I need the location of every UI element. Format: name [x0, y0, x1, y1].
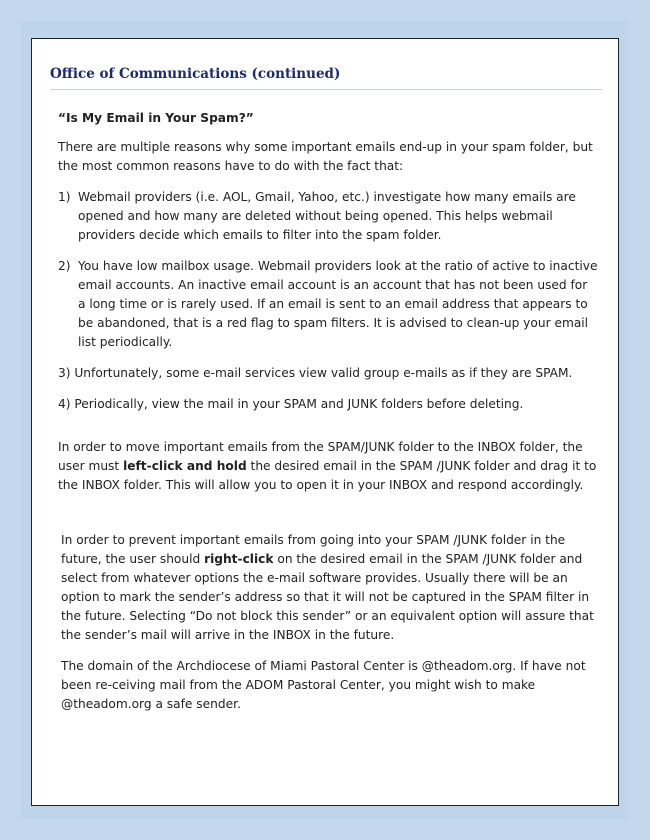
domain-paragraph: The domain of the Archdiocese of Miami Pastoral Center is @theadom.org. If have not been re-ceiving mail from the ADOM Pastoral Center, you might wish to make @theadom.org a safe sender. — [61, 659, 586, 711]
item-text: You have low mailbox usage. Webmail providers look at the ratio of active to inactive email accounts. An inactive email account is an account that has not been used for a long time or is rarely used. If an email is sent to an email address that appears to be abandoned, that is a red flag to spam filters. It is advised to clean-up your email list periodically. — [78, 259, 598, 349]
numbered-item-3: 3) Unfortunately, some e-mail services view valid group e-mails as if they are SPAM. — [58, 366, 573, 380]
document-body — [58, 109, 598, 726]
right-click-emphasis: right-click — [204, 552, 274, 566]
move-text-start: In order to move important emails from the SPAM/JUNK folder to the INBOX folder, the user must — [58, 440, 583, 473]
item-number: 2) — [58, 259, 71, 273]
numbered-item-1 — [58, 188, 598, 245]
prevent-spam-paragraph — [58, 531, 598, 645]
intro-paragraph: There are multiple reasons why some important emails end-up in your spam folder, but the most common reasons have to do with the fact that: — [58, 140, 593, 173]
numbered-item-4: 4) Periodically, view the mail in your SPAM and JUNK folders before deleting. — [58, 397, 524, 411]
numbered-item-2 — [58, 257, 598, 352]
item-text: Webmail providers (i.e. AOL, Gmail, Yahoo, etc.) investigate how many emails are opened and how many are deleted without being opened. This helps webmail providers decide which emails to filter into the spam folder. — [78, 190, 576, 242]
move-text-end: the desired email in the SPAM /JUNK folder and drag it to the INBOX folder. This will allow you to open it in your INBOX and respond accordingly. — [58, 459, 597, 492]
article-heading: “Is My Email in Your Spam?” — [58, 111, 254, 125]
prevent-text-start: In order to prevent important emails from going into your SPAM /JUNK folder in the future, the user should — [61, 533, 566, 566]
prevent-text-end: on the desired email in the SPAM /JUNK folder and select from whatever options the e-mail software provides. Usually there will be an option to mark the sender’s address so that it will not be captured in the SPAM filter in the future. Selecting “Do not block this sender” or an equivalent option will assure that the sender’s mail will arrive in the INBOX in the future. — [61, 552, 594, 642]
document-page — [31, 38, 619, 806]
title-divider — [50, 89, 602, 90]
item-number: 1) — [58, 190, 71, 204]
section-title: Office of Communications (continued) — [50, 66, 341, 82]
move-email-paragraph — [58, 438, 598, 495]
left-click-hold-emphasis: left-click and hold — [123, 459, 247, 473]
